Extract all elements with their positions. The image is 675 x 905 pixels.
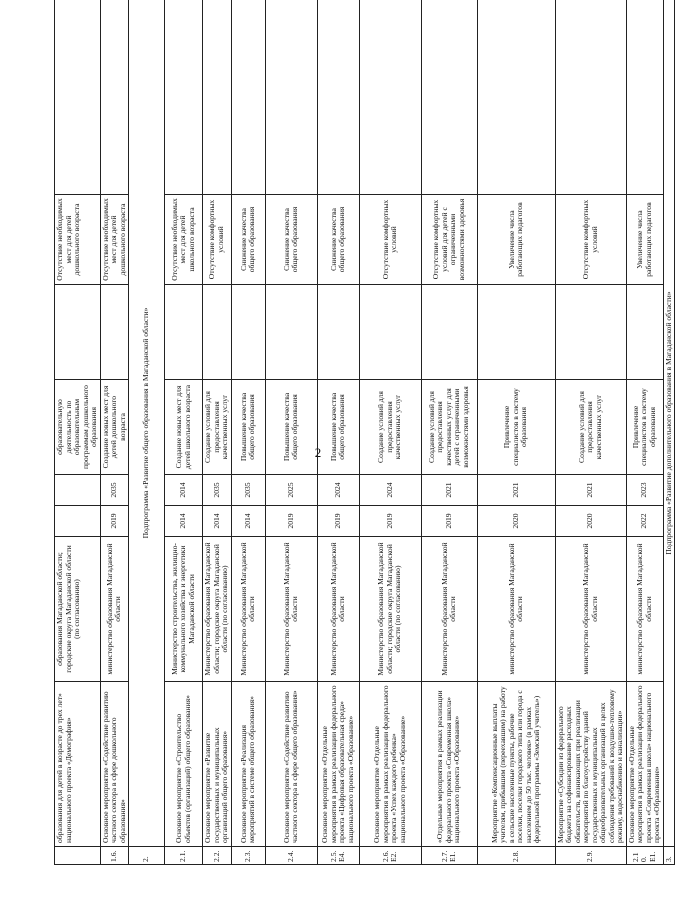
consequence: [477, 285, 555, 380]
section-row: [663, 0, 675, 865]
extra-column: [231, 0, 265, 195]
start-year: [55, 506, 101, 537]
start-year: 2020: [555, 506, 626, 537]
expected-result: Создание условий для предоставления качественных услуг: [555, 380, 626, 475]
row-number: 2.8.: [477, 847, 555, 865]
expected-result: Создание условий для предоставления качественных услуг для детей с ограниченными возможностями здоровья: [421, 380, 477, 475]
measure-name: Основное мероприятие «Строительство объектов (организаций) общего образования»: [165, 682, 203, 847]
table-row: [359, 0, 421, 865]
consequence: [421, 285, 477, 380]
end-year: 2035: [100, 475, 129, 506]
row-number: 2.4.: [265, 847, 317, 865]
expected-result: Повышение качества общего образования: [265, 380, 317, 475]
extra-column: [626, 0, 663, 195]
end-year: 2025: [265, 475, 317, 506]
link-to-indicators: Отсутствие необходимых мест для детей школьного возраста: [165, 195, 203, 285]
table-row: [165, 0, 203, 865]
executor: министерство образования Магаданской области: [477, 537, 555, 682]
extra-column: [203, 0, 232, 195]
extra-column: [100, 0, 129, 195]
start-year: 2019: [100, 506, 129, 537]
consequence: [203, 285, 232, 380]
row-number: 2.1.: [165, 847, 203, 865]
row-number: 1.6.: [100, 847, 129, 865]
row-number: 2.7.Е1.: [421, 847, 477, 865]
measure-name: Основное мероприятие «Отдельные мероприятия в рамках реализации федерального проекта «Успех каждого ребенка» национального проекта «Образование»: [359, 682, 421, 847]
row-number: 2.5. Е4.: [317, 847, 359, 865]
extra-column: [477, 0, 555, 195]
link-to-indicators: Увеличение числа работающих педагогов: [477, 195, 555, 285]
link-to-indicators: Снижение качества общего образования: [265, 195, 317, 285]
table-row: [626, 0, 663, 865]
measure-name: Мероприятие «Субсидии из федерального бюджета на софинансирование расходных обязательств, возникающих при реализации мероприятий по благоустройству зданий государственных и муниципальных общеобразовательных организаций в целях соблюдения требований к воздушно-тепловому режиму, водоснабжению и канализации»: [555, 682, 626, 847]
expected-result: Создание условий для предоставления качественных услуг: [359, 380, 421, 475]
consequence: [265, 285, 317, 380]
link-to-indicators: Отсутствие необходимых мест для детей дошкольного возраста: [100, 195, 129, 285]
consequence: [626, 285, 663, 380]
consequence: [165, 285, 203, 380]
end-year: 2021: [421, 475, 477, 506]
row-number: 2.3.: [231, 847, 265, 865]
program-measures-table: [54, 0, 675, 865]
executor: министерство образования Магаданской области: [626, 537, 663, 682]
end-year: [55, 475, 101, 506]
measure-name: Основное мероприятие «Отдельные мероприятия в рамках реализации федерального проекта «Цифровая образовательная среда» национального проекта «Образование»: [317, 682, 359, 847]
measure-name: Основное мероприятие «Содействие развитию частного сектора в сфере общего образования»: [265, 682, 317, 847]
consequence: [231, 285, 265, 380]
start-year: 2019: [421, 506, 477, 537]
link-to-indicators: Отсутствие комфортных условий: [203, 195, 232, 285]
start-year: 2022: [626, 506, 663, 537]
measure-name: Мероприятие «Компенсационные выплаты учителям, прибывшим (переехавшим) на работу в сельские населенные пункты, рабочие поселки, поселки городского типа или города с населением до 50 тыс. человек» (в рамках федеральной программы «Земский учитель»): [477, 682, 555, 847]
section-title: Подпрограмма «Развитие общего образования в Магаданской области»: [129, 0, 165, 847]
table-row: [100, 0, 129, 865]
measure-name: Основное мероприятие «Реализация мероприятий в системе общего образования»: [231, 682, 265, 847]
link-to-indicators: Отсутствие комфортных условий: [555, 195, 626, 285]
executor: министерство образования Магаданской области: [100, 537, 129, 682]
extra-column: [55, 0, 101, 195]
link-to-indicators: Снижение качества общего образования: [317, 195, 359, 285]
end-year: 2021: [477, 475, 555, 506]
executor: Министерство образования Магаданской области: [317, 537, 359, 682]
section-number: 3.: [663, 847, 675, 865]
start-year: 2020: [477, 506, 555, 537]
table-row: [203, 0, 232, 865]
table-row: [477, 0, 555, 865]
table-row: [555, 0, 626, 865]
row-number: 2.6. Е2.: [359, 847, 421, 865]
link-to-indicators: Снижение качества общего образования: [231, 195, 265, 285]
end-year: 2035: [231, 475, 265, 506]
section-title: Подпрограмма «Развитие дополнительного образования в Магаданской области»: [663, 0, 675, 847]
section-number: 2.: [129, 847, 165, 865]
extra-column: [317, 0, 359, 195]
consequence: [317, 285, 359, 380]
link-to-indicators: Отсутствие необходимых мест для детей дошкольного возраста: [55, 195, 101, 285]
expected-result: Создание условий для предоставления качественных услуг: [203, 380, 232, 475]
start-year: 2014: [203, 506, 232, 537]
start-year: 2019: [359, 506, 421, 537]
expected-result: Повышение качества общего образования: [231, 380, 265, 475]
executor: министерство образования Магаданской области: [555, 537, 626, 682]
page-number: 2: [314, 445, 322, 460]
start-year: 2019: [265, 506, 317, 537]
table-row: [265, 0, 317, 865]
executor: Министерство образования Магаданской области: [421, 537, 477, 682]
extra-column: [165, 0, 203, 195]
section-row: [129, 0, 165, 865]
start-year: 2014: [165, 506, 203, 537]
end-year: 2035: [203, 475, 232, 506]
measure-name: «Отдельные мероприятия в рамках реализации федерального проекта «Современная школа» национального проекта «Образование»: [421, 682, 477, 847]
link-to-indicators: Увеличение числа работающих педагогов: [626, 195, 663, 285]
consequence: [555, 285, 626, 380]
expected-result: Создание новых мест для детей дошкольного возраста: [100, 380, 129, 475]
link-to-indicators: Отсутствие комфортных условий: [359, 195, 421, 285]
expected-result: Повышение качества общего образования: [317, 380, 359, 475]
consequence: [100, 285, 129, 380]
expected-result: Привлечение специалистов в систему образования: [626, 380, 663, 475]
measure-name: Основное мероприятие «Отдельные мероприятия в рамках реализации федерального проекта «Современная школа» национального проекта «Образование»: [626, 682, 663, 847]
row-number: 2.10. Е1.: [626, 847, 663, 865]
link-to-indicators: Отсутствие комфортных условий для детей с ограниченными возможностями здоровья: [421, 195, 477, 285]
end-year: 2014: [165, 475, 203, 506]
expected-result: образовательную деятельность по образовательным программам дошкольного образования: [55, 380, 101, 475]
extra-column: [265, 0, 317, 195]
measure-name: Основное мероприятие «Содействие развитию частного сектора в сфере дошкольного образования»: [100, 682, 129, 847]
executor: Министерство образования Магаданской области: [265, 537, 317, 682]
consequence: [359, 285, 421, 380]
consequence: [55, 285, 101, 380]
executor: образования Магаданской области; городские округа Магаданской области (по согласованию): [55, 537, 101, 682]
end-year: 2023: [626, 475, 663, 506]
table-row: [231, 0, 265, 865]
table-row-continued: [55, 0, 101, 865]
executor: Министерство образования Магаданской области: [231, 537, 265, 682]
row-number: 2.2.: [203, 847, 232, 865]
measure-name: образования для детей в возрасте до трех лет» национального проекта «Демография»: [55, 682, 101, 847]
table-row: [421, 0, 477, 865]
extra-column: [555, 0, 626, 195]
extra-column: [359, 0, 421, 195]
row-number: 2.9.: [555, 847, 626, 865]
end-year: 2024: [359, 475, 421, 506]
executor: Министерство строительства, жилищно-коммунального хозяйства и энергетики Магаданской области: [165, 537, 203, 682]
executor: Министерство образования Магаданской области; городские округа Магаданской области (по согласованию): [203, 537, 232, 682]
end-year: 2024: [317, 475, 359, 506]
expected-result: Создание новых мест для детей школьного возраста: [165, 380, 203, 475]
table-row: [317, 0, 359, 865]
measure-name: Основное мероприятие «Развитие государственных и муниципальных организаций общего образования»: [203, 682, 232, 847]
start-year: 2014: [231, 506, 265, 537]
row-number: [55, 847, 101, 865]
expected-result: Привлечение специалистов в систему образования: [477, 380, 555, 475]
start-year: 2019: [317, 506, 359, 537]
executor: Министерство образования Магаданской области; городские округа Магаданской области (по согласованию): [359, 537, 421, 682]
table-body: [55, 0, 675, 865]
extra-column: [421, 0, 477, 195]
end-year: 2021: [555, 475, 626, 506]
